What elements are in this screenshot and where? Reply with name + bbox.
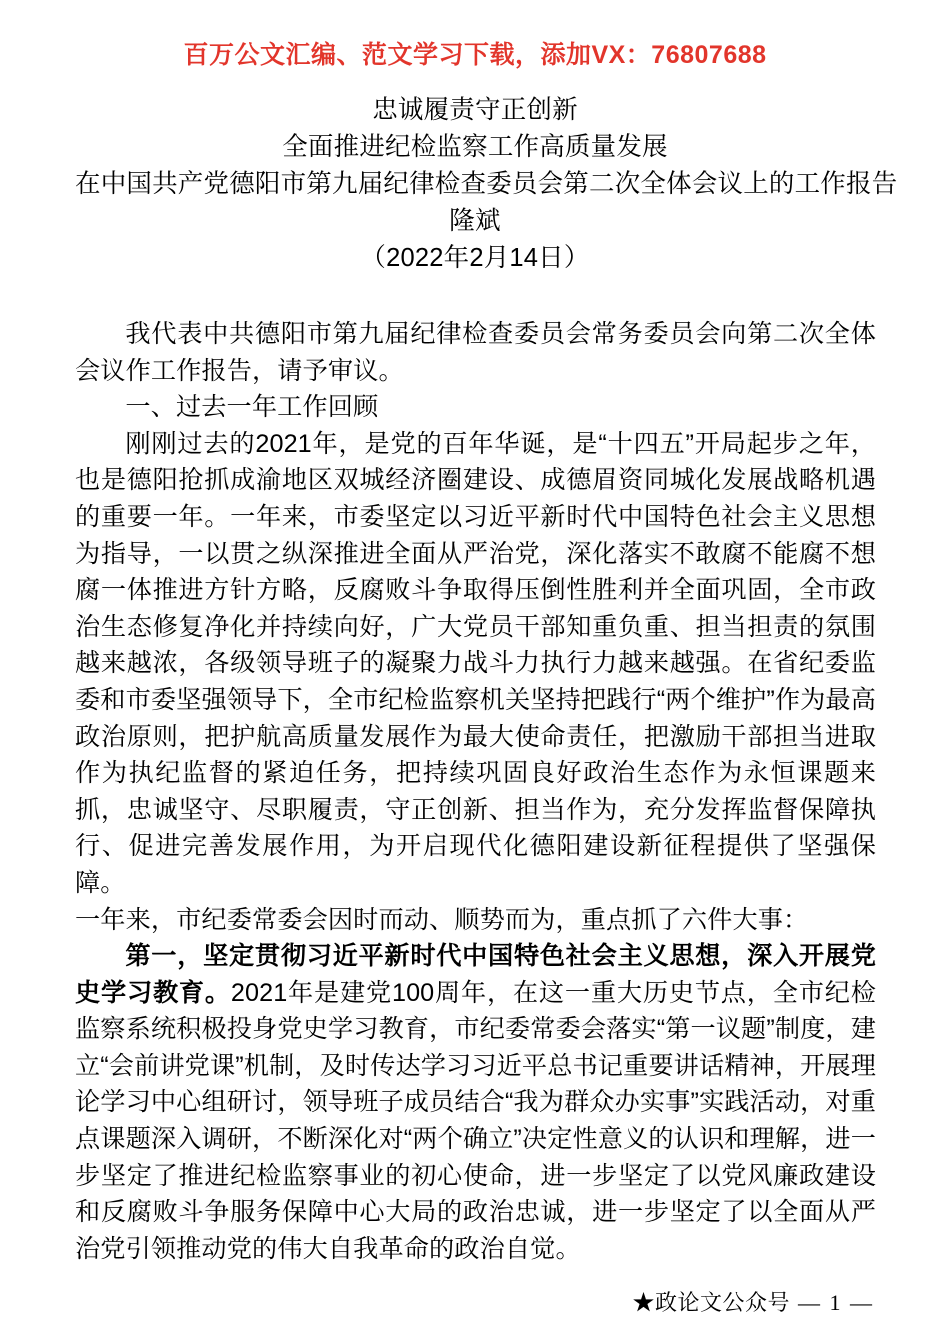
paragraph-item-first-lead: 第一，坚定贯彻习近平新时代中国特色社会主义思想，深入开展党史学习教育。	[75, 942, 876, 1007]
paragraph-preamble: 我代表中共德阳市第九届纪律检查委员会常务委员会向第二次全体会议作工作报告，请予审议。	[75, 320, 876, 385]
title-date: （2022年2月14日）	[360, 244, 590, 272]
promo-banner-text: 百万公文汇编、范文学习下载，添加VX：76807688	[183, 41, 767, 69]
section-heading-one: 一、过去一年工作回顾	[125, 393, 379, 422]
paragraph-item-first	[75, 938, 876, 1267]
document-body	[75, 316, 876, 1267]
page-footer	[0, 1286, 950, 1317]
paragraph-year-review: 刚刚过去的2021年，是党的百年华诞，是“十四五”开局起步之年，也是德阳抢抓成渝地区双城经济圈建设、成德眉资同城化发展战略机遇的重要一年。一年来，市委坚定以习近平新时代中国特色社会主义思想为指导，一以贯之纵深推进全面从严治党，深化落实不敢腐不能腐不想腐一体推进方针方略，反腐败斗争取得压倒性胜利并全面巩固，全市政治生态修复净化并持续向好，广大党员干部知重负重、担当担责的氛围越来越浓，各级领导班子的凝聚力战斗力执行力越来越强。在省纪委监委和市委坚强领导下，全市纪检监察机关坚持把践行“两个维护”作为最高政治原则，把护航高质量发展作为最大使命责任，把激励干部担当进取作为执纪监督的紧迫任务，把持续巩固良好政治生态作为永恒课题来抓，忠诚坚守、尽职履责，守正创新、担当作为，充分发挥监督保障执行、促进完善发展作用，为开启现代化德阳建设新征程提供了坚强保障。	[75, 429, 876, 897]
page-number: — 1 —	[798, 1290, 874, 1315]
document-title-block	[75, 92, 898, 277]
title-line-1: 忠诚履责守正创新	[372, 96, 578, 124]
footer-watermark: ★政论文公众号	[632, 1290, 790, 1315]
title-author: 隆斌	[449, 207, 501, 235]
title-line-2: 全面推进纪检监察工作高质量发展	[282, 133, 668, 161]
paragraph-six-events-lead: 一年来，市纪委常委会因时而动、顺势而为，重点抓了六件大事：	[75, 905, 809, 934]
paragraph-item-first-body: 2021年是建党100周年，在这一重大历史节点，全市纪检监察系统积极投身党史学习教育，市纪委常委会落实“第一议题”制度，建立“会前讲党课”机制，及时传达学习习近平总书记重要讲话精神，开展理论学习中心组研讨，领导班子成员结合“我为群众办实事”实践活动，对重点课题深入调研，不断深化对“两个确立”决定性意义的认识和理解，进一步坚定了推进纪检监察事业的初心使命，进一步坚定了以党风廉政建设和反腐败斗争服务保障中心大局的政治忠诚，进一步坚定了以全面从严治党引领推动党的伟大自我革命的政治自觉。	[75, 978, 876, 1263]
title-line-3: 在中国共产党德阳市第九届纪律检查委员会第二次全体会议上的工作报告	[75, 170, 898, 198]
